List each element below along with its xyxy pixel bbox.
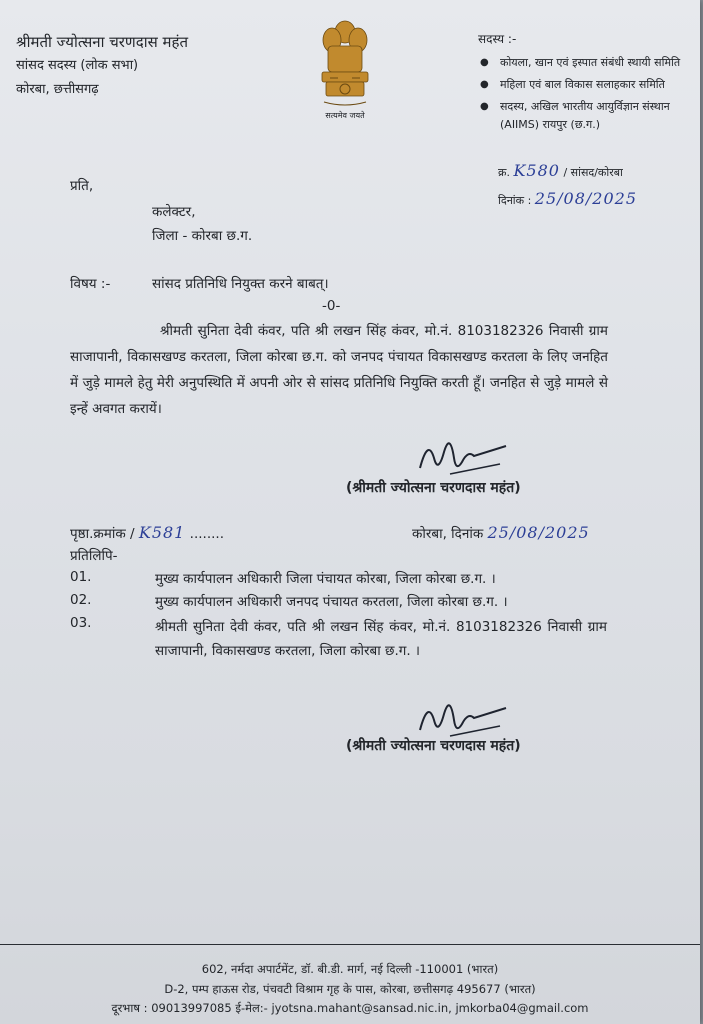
letterhead-sender bbox=[16, 30, 188, 102]
emblem-motto: सत्यमेव जयते bbox=[325, 111, 365, 120]
subject-label: विषय :- bbox=[70, 276, 111, 292]
membership-item: ● कोयला, खान एवं इस्पात संबंधी स्थायी समिति bbox=[478, 54, 692, 72]
membership-item: ● महिला एवं बाल विकास सलाहकार समिति bbox=[478, 76, 692, 94]
membership-item: ● सदस्य, अखिल भारतीय आयुर्विज्ञान संस्थान (AIIMS) रायपुर (छ.ग.) bbox=[478, 98, 692, 134]
sender-name: श्रीमती ज्योत्सना चरणदास महंत bbox=[16, 33, 189, 51]
copy-label: प्रतिलिपि- bbox=[70, 548, 118, 564]
footer-delhi-address: 602, नर्मदा अपार्टमेंट, डॉ. बी.डी. मार्ग, नई दिल्ली -110001 (भारत) bbox=[201, 962, 499, 976]
national-emblem bbox=[310, 16, 380, 122]
reference-line bbox=[498, 158, 637, 186]
subject-text: सांसद प्रतिनिधि नियुक्त करने बाबत्। bbox=[152, 276, 329, 292]
handwritten-signature-1 bbox=[410, 428, 510, 484]
sender-place: कोरबा, छत्तीसगढ़ bbox=[16, 82, 99, 97]
address-line1: कलेक्टर, bbox=[152, 204, 196, 220]
member-title: सदस्य :- bbox=[478, 32, 517, 46]
copy-item-number: 02. bbox=[70, 592, 92, 608]
committee-memberships bbox=[478, 30, 692, 138]
sender-designation: सांसद सदस्य (लोक सभा) bbox=[16, 58, 139, 73]
footer-contact: दूरभाष : 09013997085 ई-मेल:- jyotsna.mahant@sansad.nic.in, jmkorba04@gmail.com bbox=[111, 1001, 589, 1015]
subject-divider: -0- bbox=[322, 298, 341, 314]
ref-suffix: / सांसद/कोरबा bbox=[563, 166, 623, 179]
date-handwritten: 25/08/2025 bbox=[534, 189, 638, 208]
date-label: दिनांक : bbox=[498, 194, 532, 207]
copy-item-number: 01. bbox=[70, 569, 92, 585]
endorsement-line: पृष्ठा.क्रमांक / K581 ........ bbox=[70, 523, 224, 542]
copy-item-text: मुख्य कार्यपालन अधिकारी जिला पंचायत कोरबा, जिला कोरबा छ.ग. । bbox=[155, 571, 496, 587]
address-line2: जिला - कोरबा छ.ग. bbox=[152, 228, 253, 244]
place-date-line bbox=[412, 523, 590, 542]
date-line bbox=[498, 186, 637, 214]
address-to: प्रति, bbox=[70, 178, 94, 194]
ref-prefix: क्र. bbox=[498, 166, 510, 179]
lion-capital-icon bbox=[310, 16, 380, 108]
endorsement-label: पृष्ठा.क्रमांक / bbox=[70, 526, 135, 542]
copy-item-text: मुख्य कार्यपालन अधिकारी जनपद पंचायत करतला, जिला कोरबा छ.ग. । bbox=[155, 594, 508, 610]
signatory-name-2: (श्रीमती ज्योत्सना चरणदास महंत) bbox=[346, 738, 521, 754]
copy-item-text: श्रीमती सुनिता देवी कंवर, पति श्री लखन सिंह कंवर, मो.नं. 8103182326 निवासी ग्राम साजापानी, विकासखण्ड करतला, जिला कोरबा छ.ग. । bbox=[155, 619, 607, 659]
signatory-name-1: (श्रीमती ज्योत्सना चरणदास महंत) bbox=[346, 480, 521, 496]
place-date-label: कोरबा, दिनांक bbox=[412, 526, 484, 542]
footer-divider bbox=[0, 944, 700, 945]
footer-korba-address: D-2, पम्प हाऊस रोड, पंचवटी विश्राम गृह के पास, कोरबा, छत्तीसगढ़ 495677 (भारत) bbox=[164, 982, 536, 996]
copy-date-handwritten: 25/08/2025 bbox=[487, 523, 590, 542]
reference-block bbox=[498, 158, 637, 214]
ref-number-handwritten: K580 bbox=[513, 161, 560, 180]
copy-item-number: 03. bbox=[70, 615, 92, 631]
body-paragraph: श्रीमती सुनिता देवी कंवर, पति श्री लखन सिंह कंवर, मो.नं. 8103182326 निवासी ग्राम साजापानी, विकासखण्ड करतला, जिला कोरबा छ.ग. को जनपद पंचायत विकासखण्ड करतला के लिए जनहित में जुड़े मामले हेतु मेरी अनुपस्थिति में अपनी ओर से सांसद प्रतिनिधि नियुक्ति करती हूँ। जनहित से जुड़े मामले से इन्हें अवगत करायें। bbox=[70, 323, 608, 417]
endorsement-number-handwritten: K581 bbox=[138, 523, 186, 542]
